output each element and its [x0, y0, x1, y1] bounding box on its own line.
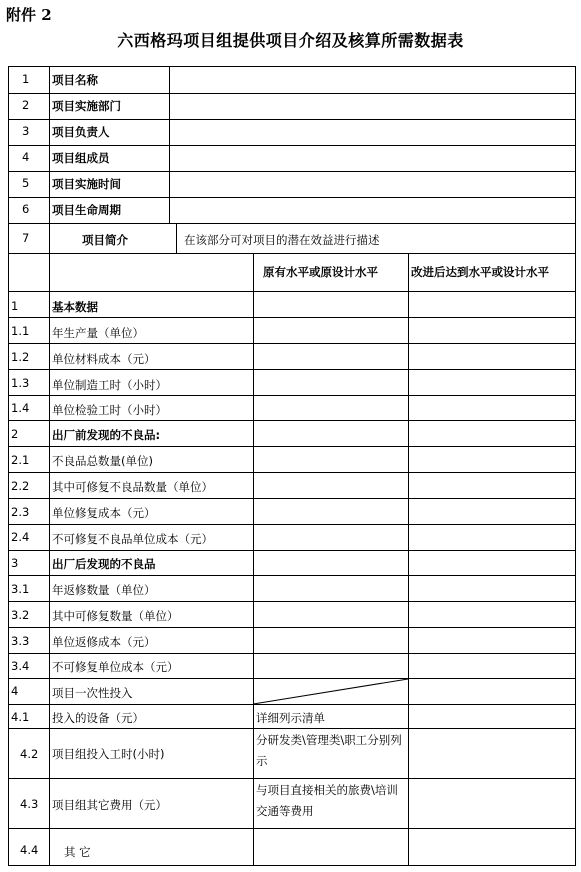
- column-header-before: 原有水平或原设计水平: [263, 265, 378, 279]
- row-label: 其 它: [64, 845, 91, 859]
- row-note: 详细列示清单: [256, 711, 325, 725]
- row-label: 基本数据: [52, 300, 98, 314]
- row-number: 4: [22, 150, 30, 164]
- row-number: 5: [22, 176, 30, 190]
- row-label: 项目一次性投入: [52, 686, 133, 700]
- row-number: 3.4: [11, 659, 30, 673]
- row-number: 4.4: [20, 843, 39, 857]
- row-number: 2.2: [11, 479, 30, 493]
- field-label: 项目实施部门: [52, 99, 121, 113]
- row-label: 其中可修复不良品数量（单位）: [52, 480, 213, 494]
- row-number: 1.2: [11, 350, 30, 364]
- column-header-after: 改进后达到水平或设计水平: [411, 265, 549, 279]
- row-label: 出厂后发现的不良品: [52, 557, 156, 571]
- field-label: 项目生命周期: [52, 203, 121, 217]
- field-label: 项目组成员: [52, 151, 110, 165]
- row-label: 投入的设备（元）: [52, 711, 144, 725]
- row-label: 单位检验工时（小时）: [52, 403, 167, 417]
- row-note: 分研发类\管理类\职工分别列示: [256, 733, 402, 768]
- row-number: 6: [22, 202, 30, 216]
- row-label: 年返修数量（单位）: [52, 583, 156, 597]
- row-number: 4.1: [11, 710, 30, 724]
- row-number: 3: [11, 556, 19, 570]
- row-number: 7: [22, 231, 30, 245]
- diagonal-strike: [253, 678, 409, 705]
- row-number: 4.2: [20, 747, 39, 761]
- row-number: 3.1: [11, 582, 30, 596]
- row-label: 项目组其它费用（元）: [52, 798, 167, 812]
- row-number: 2: [11, 427, 19, 441]
- row-number: 1.1: [11, 324, 30, 338]
- field-label: 项目实施时间: [52, 177, 121, 191]
- row-number: 4.3: [20, 797, 39, 811]
- row-label: 单位制造工时（小时）: [52, 378, 167, 392]
- row-label: 不可修复单位成本（元）: [52, 660, 179, 674]
- row-number: 1.4: [11, 401, 30, 415]
- row-label: 单位材料成本（元）: [52, 352, 156, 366]
- row-number: 2.4: [11, 530, 30, 544]
- row-label: 项目组投入工时(小时): [52, 747, 165, 761]
- row-number: 4: [11, 684, 19, 698]
- row-number: 1.3: [11, 376, 30, 390]
- row-number: 3.2: [11, 608, 30, 622]
- row-label: 不可修复不良品单位成本（元）: [52, 532, 213, 546]
- data-table: [8, 66, 576, 866]
- intro-label: 项目简介: [82, 233, 128, 247]
- row-note: 与项目直接相关的旅费\培训交通等费用: [256, 783, 398, 818]
- page-title: 六西格玛项目组提供项目介绍及核算所需数据表: [117, 31, 464, 50]
- row-label: 年生产量（单位）: [52, 326, 144, 340]
- row-number: 3.3: [11, 634, 30, 648]
- row-label: 不良品总数量(单位): [52, 454, 153, 468]
- row-label: 单位修复成本（元）: [52, 506, 156, 520]
- row-number: 2: [22, 98, 30, 112]
- row-number: 3: [22, 124, 30, 138]
- row-number: 1: [22, 72, 30, 86]
- attachment-label: 附件 2: [6, 6, 52, 24]
- row-number: 1: [11, 299, 19, 313]
- row-label: 出厂前发现的不良品:: [52, 428, 161, 442]
- field-label: 项目名称: [52, 73, 98, 87]
- field-label: 项目负责人: [52, 125, 110, 139]
- row-label: 单位返修成本（元）: [52, 635, 156, 649]
- row-number: 2.3: [11, 505, 30, 519]
- row-number: 2.1: [11, 453, 30, 467]
- intro-description: 在该部分可对项目的潜在效益进行描述: [184, 233, 380, 247]
- row-label: 其中可修复数量（单位）: [52, 609, 179, 623]
